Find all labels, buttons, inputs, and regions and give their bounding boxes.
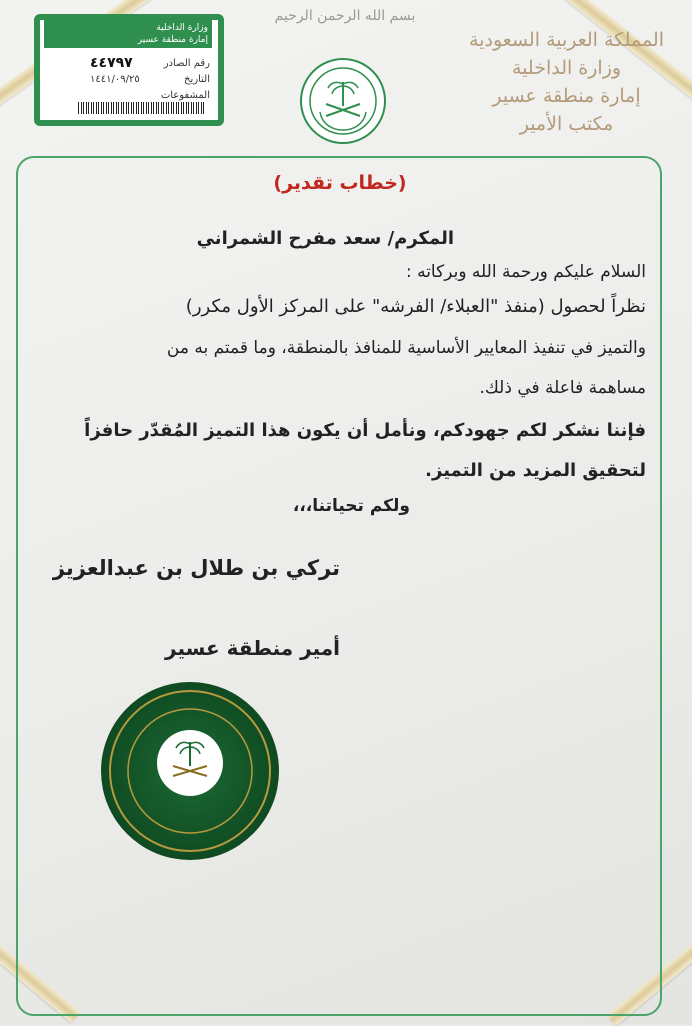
closing: ولكم تحياتنا،،، (292, 496, 410, 516)
signatory-position: أمير منطقة عسير (165, 636, 340, 660)
letterhead-kingdom: المملكة العربية السعودية (469, 29, 664, 51)
letter-title: (خطاب تقدير) (273, 172, 407, 194)
letterhead-right (469, 26, 664, 138)
reference-stamp (34, 14, 224, 126)
letterhead-ministry: وزارة الداخلية (511, 57, 622, 79)
stamp-number: ٤٤٧٩٧ (90, 55, 133, 71)
barcode (78, 102, 206, 114)
paragraph2-line2: لتحقيق المزيد من التميز. (425, 460, 646, 481)
official-seal (101, 682, 279, 860)
letterhead-region: إمارة منطقة عسير (492, 85, 641, 107)
stamp-date: ١٤٤١/٠٩/٢٥ (90, 74, 140, 85)
greeting: السلام عليكم ورحمة الله وبركاته : (405, 262, 646, 282)
basmala: بسم الله الرحمن الرحيم (274, 8, 416, 24)
stamp-number-label: رقم الصادر (163, 58, 210, 69)
stamp-ministry: وزارة الداخلية (156, 23, 208, 33)
seal-emblem-icon (157, 730, 223, 796)
stamp-region: إمارة منطقة عسير (137, 35, 208, 45)
letter-frame (16, 156, 662, 1016)
stamp-header (44, 20, 212, 48)
paragraph2-line1: فإننا نشكر لكم جهودكم، ونأمل أن يكون هذا التميز المُقدّر حافزاً (84, 420, 646, 441)
paragraph1-line3: مساهمة فاعلة في ذلك. (479, 378, 646, 398)
paragraph1-line1: نظراً لحصول (منفذ "العبلاء/ الفرشه" على المركز الأول مكرر) (185, 296, 646, 317)
stamp-attachments-label: المشفوعات (160, 90, 210, 101)
recipient: المكرم/ سعد مفرح الشمراني (196, 228, 454, 249)
signatory-name: تركي بن طلال بن عبدالعزيز (52, 556, 340, 580)
letterhead-office: مكتب الأمير (519, 113, 614, 135)
stamp-date-label: التاريخ (184, 74, 210, 85)
saudi-emblem-icon (300, 58, 386, 144)
paragraph1-line2: والتميز في تنفيذ المعايير الأساسية للمنافذ بالمنطقة، وما قمتم به من (166, 338, 646, 358)
palm-swords-icon (302, 60, 384, 142)
palm-swords-icon (157, 730, 223, 796)
